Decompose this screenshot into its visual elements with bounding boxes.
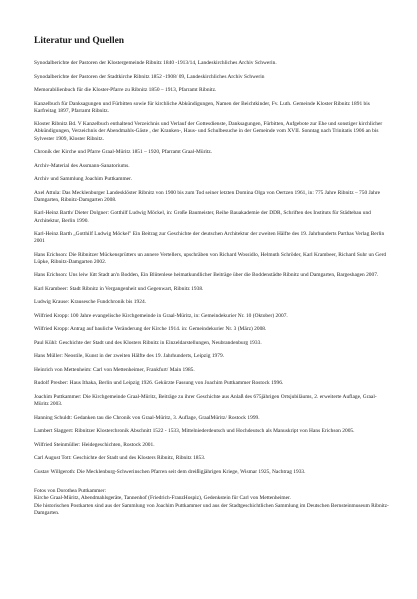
reference-entry: Hans Erichson: Uns leiw lütt Stadt an'n Bodden, Ein Blütenlese heimatkundlicher Beiträge über die Boddenstädte Ribnitz und Damgarten, Bargeshagen 2007.: [34, 272, 379, 279]
reference-entry: Lambert Slaggert: Ribnitzer Klosterchronik Abschnitt 1522 - 1533, Mittelniederdeutsch und Hochdeutsch als Manuskript von Hans Erichson 2005.: [34, 428, 355, 435]
reference-entry: Karl-Heinz Barth/ Dieter Dolgner: Gotthilf Ludwig Möckel, in: Große Baumeister, Reihe Bauakademie der DDR, Schriften des Instituts für Städtebau und Architektur, Berlin 1990.: [34, 210, 371, 224]
reference-entry: Rudolf Presber: Haus Ithaka, Berlin und Leipzig 1926. Gekürzte Fassung von Joachim Puttkammer Rostock 1996.: [34, 380, 284, 387]
reference-entry: Karl Krambeer: Stadt Ribnitz in Vergangenheit und Gegenwart, Ribnitz 1938.: [34, 285, 204, 292]
reference-entry: Wilfried Kropp: 100 Jahre evangelische Kirchgemeinde in Graal-Müritz, in: Gemeindekurier Nr. 10 (Oktober) 2007.: [34, 312, 288, 319]
reference-entry: Gustav Willgeroth: Die Mecklenburg-Schwerinschen Pfarren seit dem dreißigjährigen Kriege, Wismar 1925, Nachtrag 1933.: [34, 468, 306, 475]
reference-list: [34, 60, 389, 476]
reference-entry: Kanzelbuch für Danksagungen und Fürbitten sowie für kirchliche Abkündigungen, Namen der Beichtkinder, Fv. Luth. Gemeinde Kloster Ribnitz 1891 bis Karfreitag 1897, Pfarramt Ribnitz.: [34, 100, 370, 114]
reference-entry: Kloster Ribnitz Bd. V Kanzelbuch enthaltend Verzeichnis und Verlauf der Gottesdienste, Danksagungen, Fürbitten, Aufgebote zur Ehe und sonstiger kirchlicher Abkündigungen, Verzeichnis der Abendmahls-Gäste , der Kranken-, Haus- und Schulbesuche in der Gemeinde vom XVII. Sonntag nach Trinitatis 1906 an bis Sylvester 1909, Kloster Ribnitz.: [34, 121, 383, 142]
reference-entry: Hans Müller: Neostile, Kunst in der zweiten Hälfte des 19. Jahrhunderts, Leipzig 1979.: [34, 353, 225, 360]
reference-entry: Archiv und Sammlung Joachim Puttkammer.: [34, 176, 132, 183]
reference-entry: Heinrich von Mettenheim: Carl von Mettenheimer, Frankfurt/ Main 1985.: [34, 366, 195, 373]
reference-entry: Chronik der Kirche und Pfarre Graal-Müritz 1851 – 1920, Pfarramt Graal-Müritz.: [34, 149, 213, 156]
page-title: Literatur und Quellen: [34, 36, 125, 46]
reference-entry: Synodalberichte der Pastoren der Stadtkirche Ribnitz 1852 -1908/ 09, Landeskirchliches Archiv Schwerin: [34, 73, 265, 80]
photo-credits: [34, 488, 389, 518]
reference-entry: Synodalberichte der Pastoren der Klostergemeinde Ribnitz 1840 -1913/14, Landeskirchliches Archiv Schwerin.: [34, 60, 277, 66]
photo-credits-heading: Fotos von Dorothea Puttkammer:: [34, 487, 107, 494]
reference-entry: Ludwig Krause: Krausesche Fundchronik bis 1924.: [34, 299, 147, 306]
reference-entry: Wilfried Kropp: Antrag auf bauliche Veränderung der Kirche 1914. in: Gemeindekurier Nr. 3 (März) 2008.: [34, 326, 267, 333]
reference-entry: Carl August Tott: Geschichte der Stadt und des Klosters Ribnitz, Ribnitz 1853.: [34, 455, 206, 462]
reference-entry: Archiv-Material des Assmann-Sanatoriums.: [34, 162, 130, 169]
reference-entry: Karl-Heinz Barth „Gotthilf Ludwig Möckel" Ein Beitrag zur Geschichte der deutschen Architektur der zweiten Hälfte des 19. Jahrhunderts Parthas Verlag Berlin 2001: [34, 231, 385, 245]
photo-credits-line: Kirche Graal-Müritz, Abendmahlsgeräte, Tannenhof (Friedrich-FranzHospiz), Gedenkstein für Carl von Mettenheimer.: [34, 495, 291, 502]
reference-entry: Memorabilienbuch für die Kloster-Pfarre zu Ribnitz 1850 – 1913, Pfarramt Ribnitz.: [34, 87, 217, 93]
photo-credits-line: Die historischen Postkarten sind aus der Sammlung von Joachim Puttkammer und aus der Stadtgeschichtlichen Sammlung im Deutschen Bernsteinmuseum Ribnitz-Damgarten.: [34, 502, 389, 517]
reference-entry: Paul Kühl: Geschichte der Stadt und des Klosters Ribnitz in Einzeldarstellungen, Neubrandenburg 1933.: [34, 339, 262, 346]
reference-entry: Hans Erichson: Die Ribnitzer Mückensprütters un annere Vertellers, upschräben von Richard Wossidlo, Helmuth Schröder, Karl Krambeer, Richard Suhr un Gerd Lüpke, Ribnitz-Damgarten 2002.: [34, 251, 387, 265]
reference-entry: Joachim Puttkammer: Die Kirchgemeinde Graal-Müritz, Beiträge zu ihrer Geschichte aus Anlaß des 675jährigen Ortsjubiläums, 2. erweiterte Auflage, Graal-Müritz 2003.: [34, 393, 377, 408]
reference-entry: Wilfried Steinmüller: Heidegeschichten, Rostock 2001.: [34, 441, 155, 448]
reference-entry: Hanning Schuldt: Gedanken tau die Chronik von Graal-Müritz, 3. Auflage, GraalMüritz/ Rostock 1999.: [34, 414, 260, 421]
reference-entry: Axel Attula: Das Mecklenburger Landesklöster Ribnitz von 1900 bis zum Tod seiner letzten Domina Olga von Oertzen 1961, in: 775 Jahre Ribnitz – 750 Jahre Damgarten, Ribnitz-Damgarten 2008.: [34, 189, 381, 203]
